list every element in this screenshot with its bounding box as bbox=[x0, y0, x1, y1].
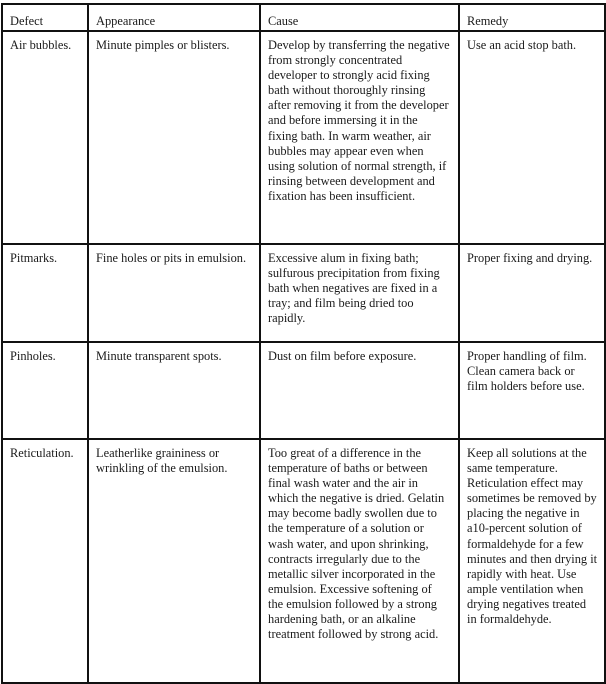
appearance-text: Fine holes or pits in emulsion. bbox=[96, 251, 247, 265]
cause-cell bbox=[260, 439, 459, 683]
appearance-text: Minute pimples or blisters. bbox=[96, 38, 230, 52]
appearance-cell bbox=[88, 244, 260, 342]
remedy-text: Keep all solutions at the same temperature. Reticulation effect may sometimes be removed by placing the negative in a10-percent solution of formaldehyde for a few minutes and then drying it rapidly with heat. Use ample ventilation when drying negatives treated in formaldehyde. bbox=[467, 446, 598, 627]
defect-cell bbox=[2, 31, 88, 244]
header-cause bbox=[260, 4, 459, 31]
header-row bbox=[2, 4, 605, 31]
appearance-cell bbox=[88, 342, 260, 439]
defect-text: Reticulation. bbox=[10, 446, 74, 460]
cause-text: Dust on film before exposure. bbox=[268, 349, 417, 363]
defect-cell bbox=[2, 439, 88, 683]
header-appearance bbox=[88, 4, 260, 31]
remedy-text: Proper handling of film. Clean camera back or film holders before use. bbox=[467, 349, 587, 394]
remedy-cell bbox=[459, 31, 605, 244]
remedy-text: Use an acid stop bath. bbox=[467, 38, 577, 52]
appearance-text: Minute transparent spots. bbox=[96, 349, 222, 363]
appearance-text: Leatherlike graininess or wrinkling of the emulsion. bbox=[96, 446, 228, 476]
remedy-text: Proper fixing and drying. bbox=[467, 251, 593, 265]
table-row bbox=[2, 244, 605, 342]
remedy-cell bbox=[459, 342, 605, 439]
table-row bbox=[2, 31, 605, 244]
cause-text: Excessive alum in fixing bath; sulfurous precipitation from fixing bath when negatives are fixed in a tray; and film being dried too rapidly. bbox=[268, 251, 440, 326]
appearance-cell bbox=[88, 439, 260, 683]
header-remedy-label: Remedy bbox=[467, 14, 509, 28]
cause-cell bbox=[260, 244, 459, 342]
cause-text: Too great of a difference in the temperature of baths or between final wash water and the air in which the negative is dried. Gelatin may become badly swollen due to the temperature of a solution or wash water, and upon shrinking, contracts irregularly due to the metallic silver incorporated in the emulsion. Excessive softening of the emulsion followed by a strong hardening bath, or an alkaline treatment followed by strong acid. bbox=[268, 446, 445, 642]
header-cause-label: Cause bbox=[268, 14, 299, 28]
remedy-cell bbox=[459, 244, 605, 342]
defect-text: Air bubbles. bbox=[10, 38, 72, 52]
header-appearance-label: Appearance bbox=[96, 14, 156, 28]
table-row bbox=[2, 342, 605, 439]
header-defect bbox=[2, 4, 88, 31]
defect-cell bbox=[2, 244, 88, 342]
cause-cell bbox=[260, 31, 459, 244]
defects-table bbox=[1, 3, 606, 684]
defect-text: Pitmarks. bbox=[10, 251, 58, 265]
defect-cell bbox=[2, 342, 88, 439]
header-defect-label: Defect bbox=[10, 14, 44, 28]
appearance-cell bbox=[88, 31, 260, 244]
cause-text: Develop by transferring the negative from strongly concentrated developer to strongly acid fixing bath without thoroughly rinsing after removing it from the developer and before immersing it in the fixing bath. In warm weather, air bubbles may appear even when using solution of normal strength, if rinsing between development and fixation has been insufficient. bbox=[268, 38, 450, 203]
remedy-cell bbox=[459, 439, 605, 683]
cause-cell bbox=[260, 342, 459, 439]
defect-text: Pinholes. bbox=[10, 349, 56, 363]
header-remedy bbox=[459, 4, 605, 31]
table-row bbox=[2, 439, 605, 683]
